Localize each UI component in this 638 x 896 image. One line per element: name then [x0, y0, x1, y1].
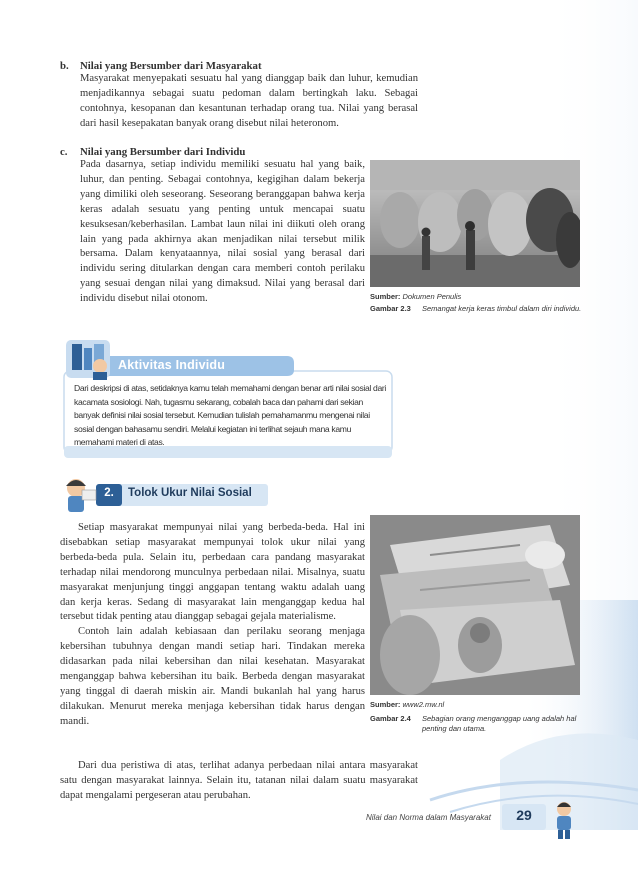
section-c-paragraph: Pada dasarnya, setiap individu memiliki sesuatu hal yang baik, luhur, dan penting. Sebagai contohnya, kegigihan dalam bekerja yang dimiliki oleh seseorang. Seseorang beranggapan bahwa kerja keras adalah sesuatu yang penting untuk mencapai suatu kesuksesan/keberhasilan. Lambat laun nilai ini diikuti oleh orang lain yang pada akhirnya akan menjadikan nilai tersebut milik bersama. Dalam kenyataannya, nilai sosial yang berasal dari individu sering ditularkan dengan cara memberi contoh perilaku yang sesuai dengan nilai yang dimaksud. Nilai yang berasal dari individu disebut nilai otonom. — [80, 159, 365, 305]
section-b-heading-row — [60, 60, 418, 72]
aktivitas-box — [62, 338, 394, 460]
section-b — [60, 60, 418, 132]
figure-2-3-caption-row — [370, 304, 582, 314]
aktivitas-title: Aktivitas Individu — [118, 358, 226, 372]
aktivitas-text: Dari deskripsi di atas, setidaknya kamu telah memahami dengan benar arti nilai sosial dari kacamata sosiologi. Nah, tugasmu sekarang, cobalah baca dan pahami dari sekian banyak definisi nilai sosial tersebut. Kemudian tulislah pemahamanmu mengenai nilai sosial dengan bahasamu sendiri. Melalui kegiatan ini terlihat sejauh mana kamu memahami materi di atas. — [74, 383, 386, 448]
figure-2-4-photo — [370, 515, 580, 695]
section-2-title: Tolok Ukur Nilai Sosial — [128, 487, 252, 499]
section-b-paragraph: Masyarakat menyepakati sesuatu hal yang dianggap baik dan luhur, kemudian menjadikannya sebagai suatu pedoman dalam bertingkah laku. Sebagai contohnya, kesopanan dan kesantunan terhadap orang tua. Nilai yang berasal dari hasil kesepakatan banyak orang disebut nilai heteronom. — [80, 73, 418, 129]
section-c — [60, 146, 365, 307]
figure-2-4-source — [370, 700, 582, 710]
section-2-body — [60, 521, 365, 730]
section-b-label: b. — [60, 60, 69, 72]
page-number: 29 — [516, 807, 532, 823]
money-image — [370, 515, 580, 695]
section-2-paragraph-2: Contoh lain adalah kebiasaan dan perilaku seorang menjaga kebersihan tubuhnya dengan mandi setiap hari. Tindakan mereka didasarkan pada nilai kebersihan dan nilai kesehatan. Masyarakat menganggap bahwa kebersihan itu baik. Berbeda dengan masyarakat yang tinggal di daerah miskin air. Mandi bukanlah hal yang harus dilakukan. Menurut mereka menjaga kebersihan tidak harus dengan mandi. — [60, 626, 365, 727]
section-2-header — [62, 476, 272, 516]
section-2-number: 2. — [104, 487, 114, 499]
figure-2-3-source-label: Sumber: — [370, 292, 401, 301]
section-b-heading: Nilai yang Bersumber dari Masyarakat — [80, 60, 262, 72]
section-2-paragraph-3: Dari dua peristiwa di atas, terlihat adanya perbedaan nilai antara masyarakat satu dengan masyarakat lainnya. Selain itu, tatanan nilai dalam suatu masyarakat dapat mengalami pergeseran atau perubahan. — [60, 760, 418, 801]
mascot-icon — [550, 800, 578, 840]
figure-2-4-caption-row — [370, 714, 582, 734]
figure-2-3-caption-text: Semangat kerja keras timbul dalam diri individu. — [422, 304, 582, 313]
figure-2-3-caption-label: Gambar 2.3 — [370, 304, 411, 313]
footer — [360, 800, 580, 840]
figure-2-3-source-text: Dokumen Penulis — [402, 292, 462, 301]
section-c-heading: Nilai yang Bersumber dari Individu — [80, 146, 246, 158]
figure-2-4-caption-text: Sebagian orang menganggap uang adalah hal penting dan utama. — [422, 714, 577, 733]
figure-2-4-source-label: Sumber: — [370, 700, 401, 709]
figure-2-4-caption-label: Gambar 2.4 — [370, 714, 411, 723]
section-2-body-wide — [60, 759, 418, 804]
figure-2-4-source-text: www2.mw.nl — [402, 700, 445, 709]
figure-2-3-photo — [370, 160, 580, 287]
section-c-heading-row — [60, 146, 365, 158]
section-c-label: c. — [60, 146, 68, 158]
section-2-paragraph-1: Setiap masyarakat mempunyai nilai yang berbeda-beda. Hal ini disebabkan setiap masyarakat mempunyai tolok ukur nilai yang berbeda-beda pula. Selain itu, perbedaan cara pandang masyarakat terhadap nilai mendorong munculnya perbedaan nilai. Misalnya, suatu masyarakat menjunjung tinggi anggapan tentang waktu adalah uang dan kerja keras. Sedang di masyarakat lain menganggap kedua hal tersebut tidak penting atau dianggap sebagai gejala materialisme. — [60, 522, 365, 623]
figure-2-3-source — [370, 292, 582, 302]
sack-workers-image — [370, 160, 580, 287]
figure-2-3-caption — [370, 292, 582, 314]
figure-2-4-caption — [370, 700, 582, 734]
footer-chapter-title: Nilai dan Norma dalam Masyarakat — [366, 813, 491, 822]
